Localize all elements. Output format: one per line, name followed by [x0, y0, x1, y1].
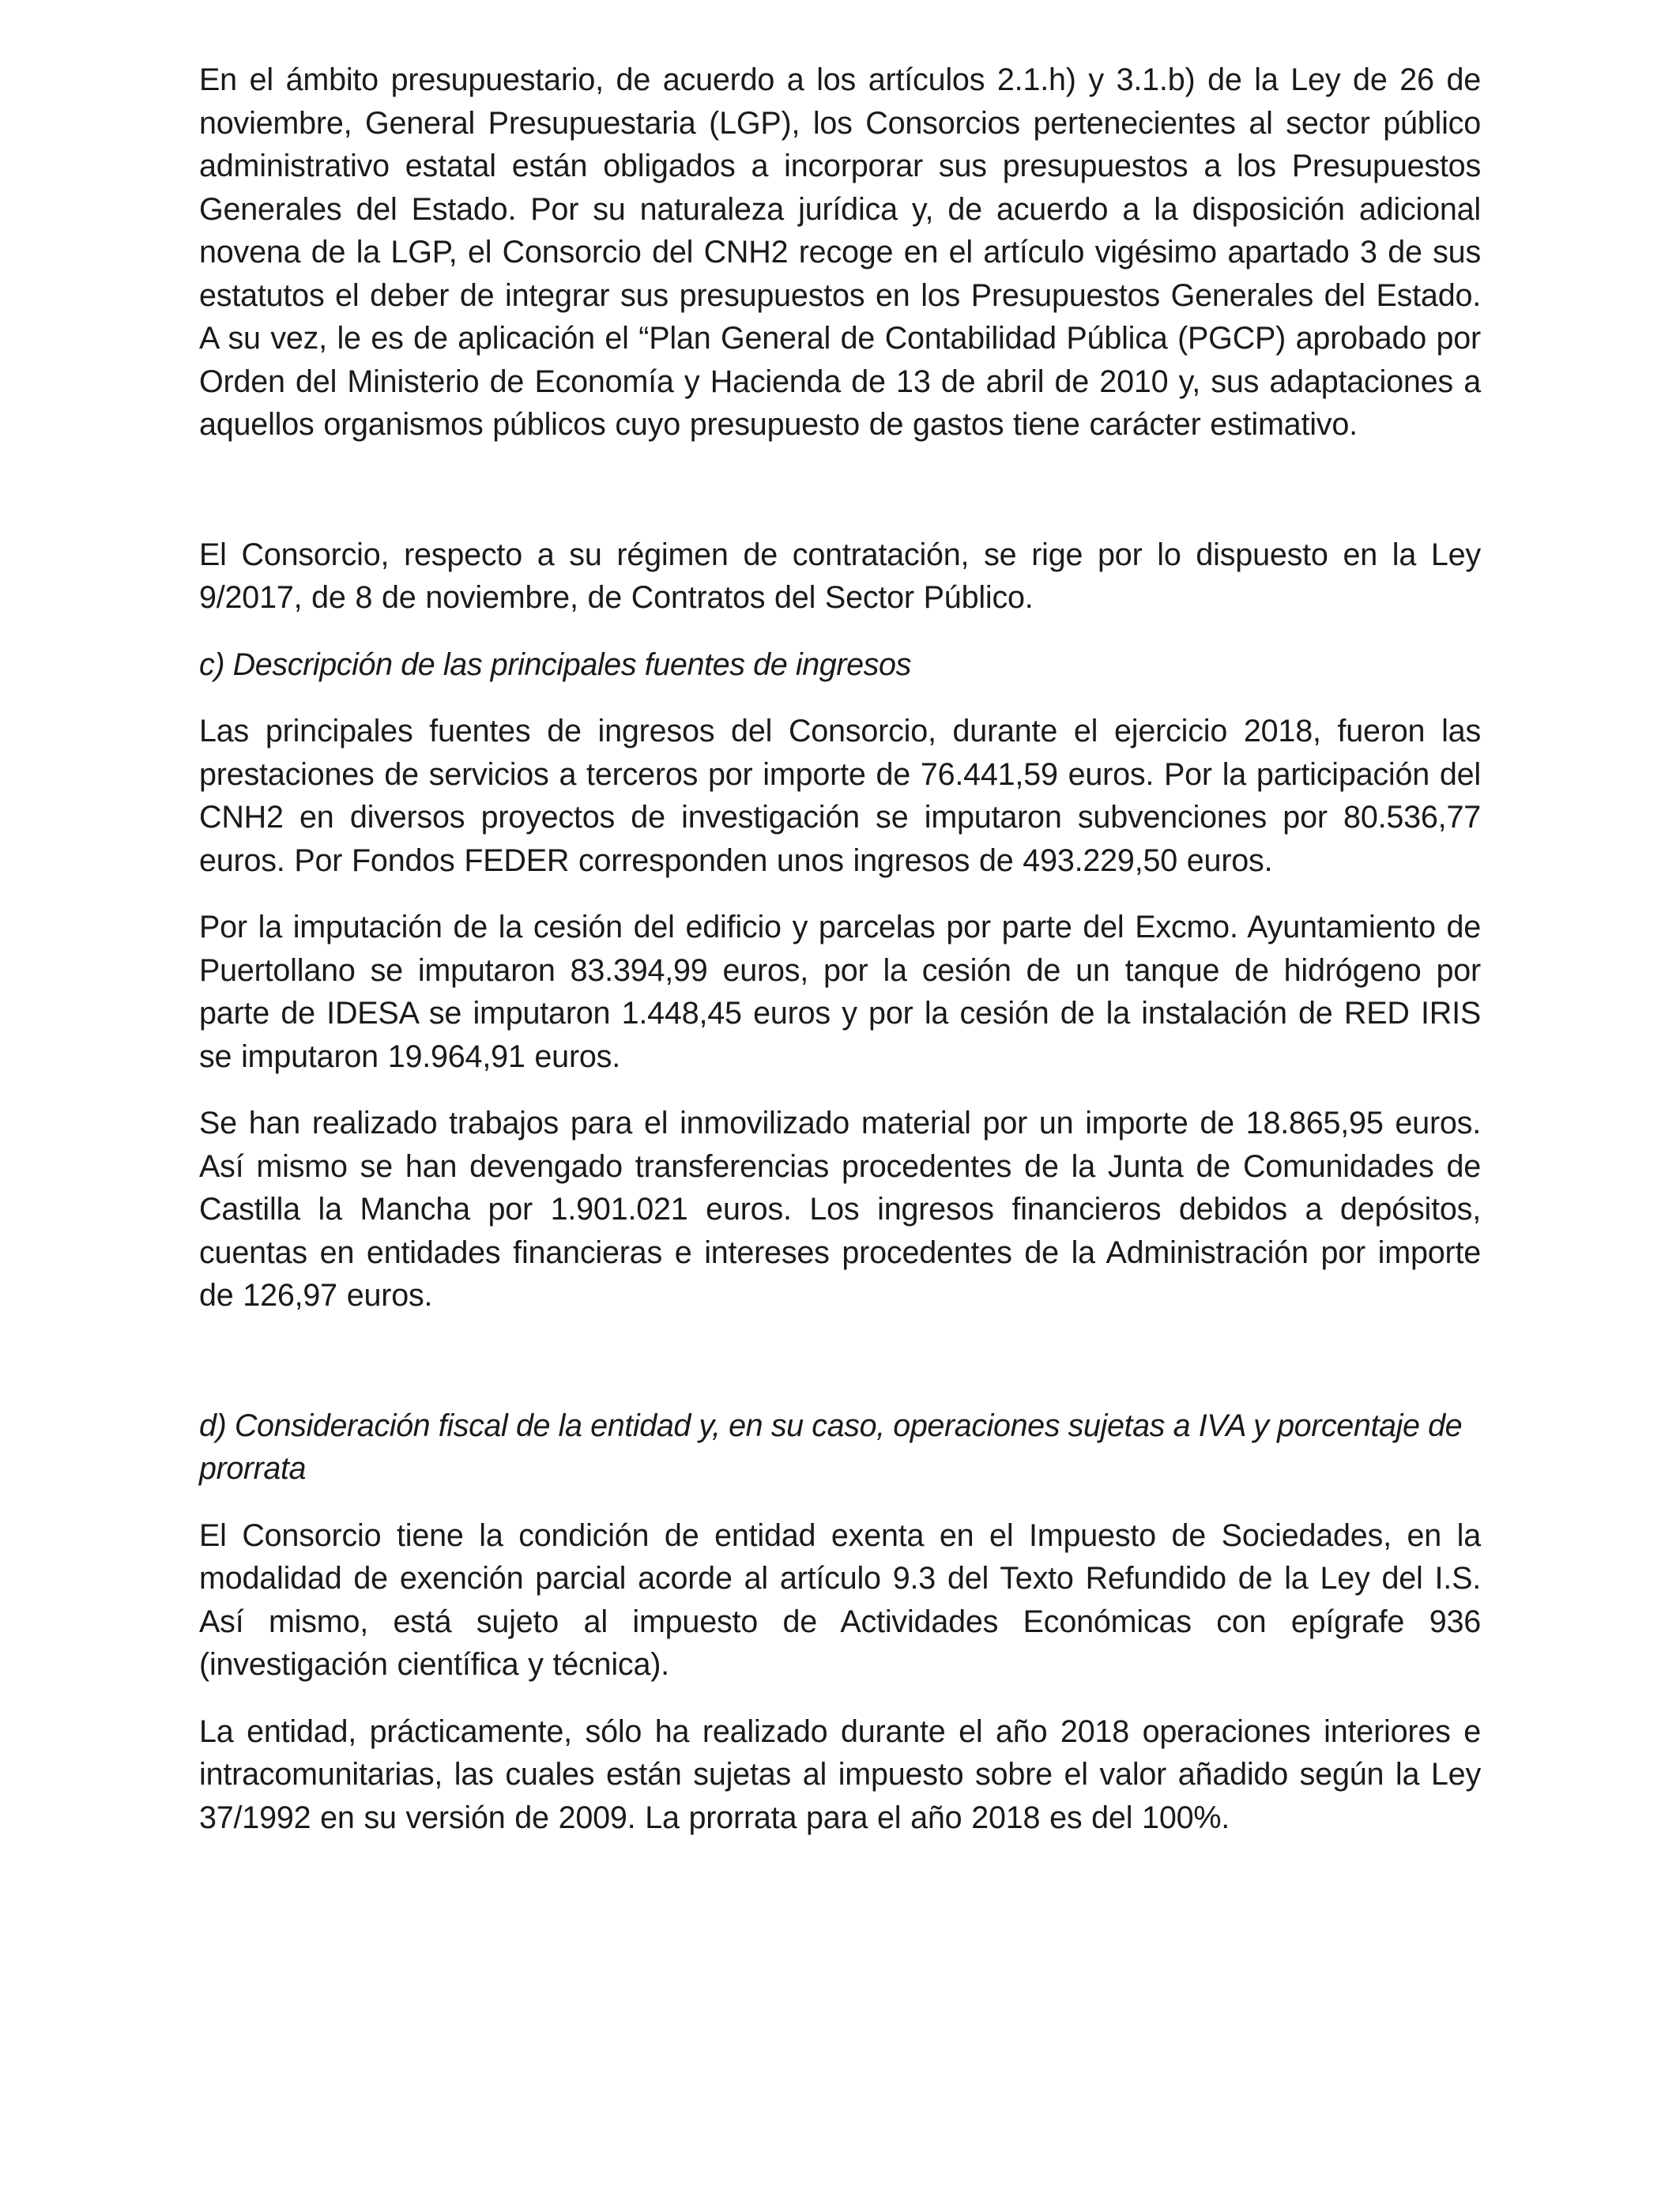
paragraph-main-income: Las principales fuentes de ingresos del Consorcio, durante el ejercicio 2018, fueron las prestaciones de servicios a terceros por importe de 76.441,59 euros. Por la participación del CNH2 en diversos proyectos de investigación se imputaron subvenciones por 80.536,77 euros. Por Fondos FEDER corresponden unos ingresos de 493.229,50 euros. [199, 714, 1481, 878]
section-heading-tax: d) Consideración fiscal de la entidad y, en su caso, operaciones sujetas a IVA y porcentaje de prorrata [199, 1408, 1463, 1486]
section-heading-income-sources: c) Descripción de las principales fuentes de ingresos [199, 647, 911, 682]
spacer [199, 1078, 1481, 1102]
paragraph-budget-regime: En el ámbito presupuestario, de acuerdo a los artículos 2.1.h) y 3.1.b) de la Ley de 26 de noviembre, General Presupuestaria (LGP), los Consorcios pertenecientes al sector público administrativo estatal están obligados a incorporar sus presupuestos a los Presupuestos Generales del Estado. Por su naturaleza jurídica y, de acuerdo a la disposición adicional novena de la LGP, el Consorcio del CNH2 recoge en el artículo vigésimo apartado 3 de sus estatutos el deber de integrar sus presupuestos en los Presupuestos Generales del Estado. A su vez, le es de aplicación el “Plan General de Contabilidad Pública (PGCP) aprobado por Orden del Ministerio de Economía y Hacienda de 13 de abril de 2010 y, sus adaptaciones a aquellos organismos públicos cuyo presupuesto de gastos tiene carácter estimativo. [199, 62, 1481, 442]
spacer [199, 1687, 1481, 1710]
paragraph-vat: La entidad, prácticamente, sólo ha realizado durante el año 2018 operaciones interiores e intracomunitarias, las cuales están sujetas al impuesto sobre el valor añadido según la Ley 37/1992 en su versión de 2009. La prorrata para el año 2018 es del 100%. [199, 1713, 1481, 1835]
paragraph-contracting-regime: El Consorcio, respecto a su régimen de contratación, se rige por lo dispuesto en la Ley 9/2017, de 8 de noviembre, de Contratos del Sector Público. [199, 537, 1481, 615]
document-page [199, 58, 1481, 1839]
spacer [199, 1491, 1481, 1514]
paragraph-assignments: Por la imputación de la cesión del edificio y parcelas por parte del Excmo. Ayuntamiento de Puertollano se imputaron 83.394,99 euros, por la cesión de un tanque de hidrógeno por parte de IDESA se imputaron 1.448,45 euros y por la cesión de la instalación de RED IRIS se imputaron 19.964,91 euros. [199, 910, 1481, 1074]
spacer [199, 1318, 1481, 1404]
spacer [199, 686, 1481, 710]
spacer [199, 620, 1481, 643]
spacer [199, 882, 1481, 906]
spacer [199, 447, 1481, 533]
paragraph-other-income: Se han realizado trabajos para el inmovilizado material por un importe de 18.865,95 euros. Así mismo se han devengado transferencias procedentes de la Junta de Comunidades de Castilla la Mancha por 1.901.021 euros. Los ingresos financieros debidos a depósitos, cuentas en entidades financieras e intereses procedentes de la Administración por importe de 126,97 euros. [199, 1106, 1481, 1313]
paragraph-corporate-tax: El Consorcio tiene la condición de entidad exenta en el Impuesto de Sociedades, en la modalidad de exención parcial acorde al artículo 9.3 del Texto Refundido de la Ley del I.S. Así mismo, está sujeto al impuesto de Actividades Económicas con epígrafe 936 (investigación científica y técnica). [199, 1517, 1481, 1682]
